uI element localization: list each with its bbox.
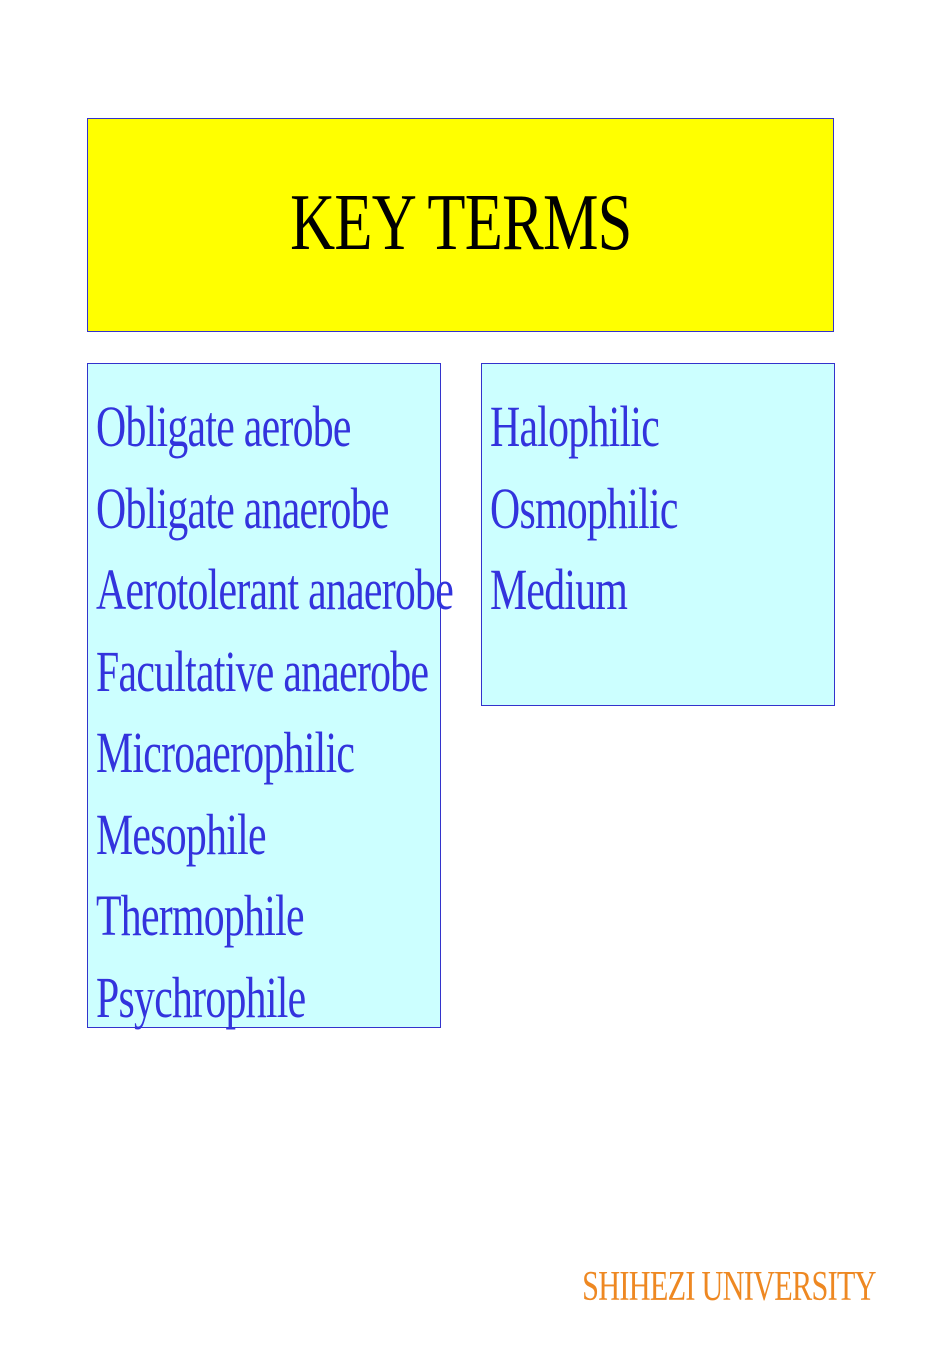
- term-item: Mesophile: [96, 801, 266, 867]
- term-item: Psychrophile: [96, 964, 306, 1030]
- footer-university-name: SHIHEZI UNIVERSITY: [582, 1264, 876, 1310]
- term-item: Obligate anaerobe: [96, 475, 389, 541]
- term-item: Medium: [490, 557, 628, 622]
- term-item: Obligate aerobe: [96, 394, 351, 459]
- term-item: Facultative anaerobe: [96, 638, 429, 704]
- term-item: Thermophile: [96, 883, 304, 948]
- term-item: Halophilic: [490, 394, 660, 459]
- term-item: Osmophilic: [490, 475, 678, 541]
- right-terms-list: [490, 386, 751, 631]
- left-terms-box: [87, 363, 454, 1030]
- right-terms-box: [481, 363, 835, 706]
- page-title: KEY TERMS: [289, 179, 632, 267]
- title-banner: [87, 118, 834, 332]
- term-item: Microaerophilic: [96, 720, 355, 785]
- term-item: Aerotolerant anaerobe: [96, 557, 454, 622]
